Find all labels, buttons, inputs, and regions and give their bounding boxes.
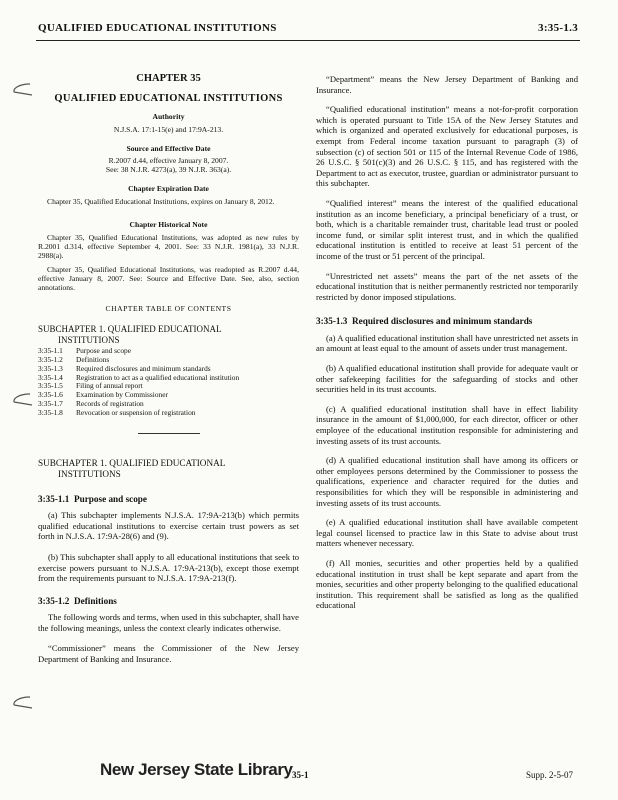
definition-commissioner: “Commissioner” means the Commissioner of the New Jersey Department of Banking and Insurance. [38, 643, 299, 665]
paragraph: The following words and terms, when used in this subchapter, shall have the following meanings, unless the context clearly indicates otherwise. [38, 612, 299, 633]
toc-section-number: 3:35-1.8 [38, 407, 63, 417]
running-header [38, 22, 578, 38]
subchapter-heading [38, 458, 299, 480]
toc-section-number: 3:35-1.7 [38, 398, 63, 408]
subchapter-line-2: INSTITUTIONS [58, 468, 121, 479]
paragraph: (a) A qualified educational institution shall have unrestricted net assets in an amount at least equal to the amount of assets under trust management. [316, 332, 578, 354]
left-column [38, 74, 299, 675]
paragraph: (b) A qualified educational institution shall provide for adequate vault or other safekeeping facilities for the safeguarding of stocks and other securities held in its trust accounts. [316, 363, 578, 395]
paragraph: (e) A qualified educational institution shall have available competent legal counsel licensed to practice law in this State to advise about trust matters whenever necessary. [316, 517, 578, 549]
source-text-2: See: 38 N.J.R. 4273(a), 39 N.J.R. 363(a). [105, 165, 232, 175]
toc-title: CHAPTER TABLE OF CONTENTS [105, 303, 232, 313]
section-heading-1-1 [38, 494, 299, 505]
header-title: QUALIFIED EDUCATIONAL INSTITUTIONS [38, 22, 277, 34]
expiration-heading: Chapter Expiration Date [128, 184, 209, 194]
toc-section-title: Required disclosures and minimum standards [76, 363, 211, 373]
paragraph: (b) This subchapter shall apply to all educational institutions that seek to exercise powers pursuant to N.J.S.A. 17:9A-213(b), except those exempt from the requirements pursuant to N.J.S.A. 17:9A-213(f). [38, 551, 299, 584]
historical-text-2: Chapter 35, Qualified Educational Institutions, was readopted as R.2007 d.44, effective January 8, 2007. See: Source and Effective Date. See, also, section annotations. [38, 264, 299, 292]
toc-section-title: Examination by Commissioner [76, 390, 168, 400]
toc-section-number: 3:35-1.3 [38, 363, 63, 373]
paragraph: (d) A qualified educational institution shall have among its officers or other employees persons determined by the Commissioner to possess the qualifications, experience and character required for the duties and responsibilities for which they will be responsible in administering and investing assets of its trust accounts. [316, 455, 578, 508]
section-title: Purpose and scope [74, 493, 147, 504]
chapter-number: CHAPTER 35 [136, 73, 201, 84]
section-heading-1-2 [38, 596, 299, 607]
section-number: 3:35-1.2 [38, 595, 70, 606]
toc-section-title: Filing of annual report [76, 381, 143, 391]
toc-section-number: 3:35-1.1 [38, 346, 63, 356]
header-section-number: 3:35-1.3 [538, 22, 578, 34]
toc-row[interactable] [38, 347, 239, 356]
section-divider [138, 433, 200, 434]
toc-section-number: 3:35-1.6 [38, 390, 63, 400]
page-footer [0, 760, 618, 790]
toc-section-title: Purpose and scope [76, 346, 132, 356]
paragraph: (c) A qualified educational institution shall have in effect liability insurance in the amount of $1,000,000, for each director, officer or other employee of the educational institution responsible for administering and investing assets of its trust accounts. [316, 403, 578, 446]
definition-qualified-educational-institution: “Qualified educational institution” means a not-for-profit corporation which is operated pursuant to Title 15A of the New Jersey Statutes and which is organized and operated exclusively for educational purposes, is exempt from Federal income taxation pursuant to paragraph (3) of subsection (c) of section 501 or 115 of the Internal Revenue Code of 1986, 26 U.S.C. § 501(c)(3) and 26 U.S.C. § 115, and has registered with the Department to act as executor, trustee, guardian or administrator pursuant to this subchapter. [316, 104, 578, 189]
toc-section-title: Registration to act as a qualified educational institution [76, 372, 240, 382]
right-column [316, 74, 578, 620]
toc-subchapter-line-2: INSTITUTIONS [58, 334, 120, 345]
authority-heading: Authority [152, 112, 185, 122]
toc-section-number: 3:35-1.4 [38, 372, 63, 382]
historical-text-1: Chapter 35, Qualified Educational Institutions, was adopted as new rules by R.2001 d.314, effective September 4, 2001. See: 33 N.J.R. 1981(a), 33 N.J.R. 2988(a). [38, 232, 299, 260]
margin-mark [10, 392, 34, 408]
source-heading: Source and Effective Date [126, 143, 211, 153]
library-stamp: New Jersey State Library [100, 760, 293, 779]
toc-subchapter-heading [38, 324, 299, 345]
section-number: 3:35-1.3 [316, 316, 348, 327]
margin-mark [10, 82, 34, 98]
expiration-text: Chapter 35, Qualified Educational Institutions, expires on January 8, 2012. [47, 196, 275, 206]
toc-section-title: Revocation or suspension of registration [76, 407, 196, 417]
margin-mark [10, 695, 34, 711]
supplement-date: Supp. 2-5-07 [526, 770, 573, 780]
definition-unrestricted-net-assets: “Unrestricted net assets” means the part of the net assets of the educational institution that is neither permanently restricted nor temporarily restricted by donor imposed stipulations. [316, 270, 578, 302]
section-title: Definitions [74, 595, 117, 606]
page-number: 35-1 [292, 770, 309, 780]
header-rule [36, 40, 580, 41]
paragraph: (a) This subchapter implements N.J.S.A. 17:9A-213(b) which permits qualified educational institutions to exercise certain trust powers as set forth in N.J.S.A. 17:9A-28(6) and (9). [38, 510, 299, 542]
section-number: 3:35-1.1 [38, 493, 70, 504]
toc-row[interactable] [38, 409, 239, 418]
section-heading-1-3 [316, 316, 578, 327]
chapter-title: QUALIFIED EDUCATIONAL INSTITUTIONS [54, 92, 283, 104]
authority-text: N.J.S.A. 17:1-15(e) and 17:9A-213. [113, 124, 224, 134]
definition-department: “Department” means the New Jersey Department of Banking and Insurance. [316, 74, 578, 95]
subchapter-line-1: SUBCHAPTER 1. QUALIFIED EDUCATIONAL [38, 457, 226, 468]
toc-table [38, 347, 239, 417]
toc-section-number: 3:35-1.2 [38, 354, 63, 364]
historical-heading: Chapter Historical Note [129, 219, 208, 229]
paragraph: (f) All monies, securities and other properties held by a qualified educational institution in trust shall be kept separate and apart from the monies, securities and other property belonging to the qualified educational institution. This requirement shall be satisfied as long as the qualified educational [316, 557, 578, 611]
toc-section-number: 3:35-1.5 [38, 381, 63, 391]
source-text-1: R.2007 d.44, effective January 8, 2007. [108, 156, 229, 166]
toc-section-title: Definitions [76, 354, 110, 364]
definition-qualified-interest: “Qualified interest” means the interest of the qualified educational institution as an income beneficiary, a principal beneficiary of a trust, or both, which is a charitable remainder trust, charitable lead trust or pooled income fund, or similar split interest trust, and in which the qualified educational institution is entitled to receive at least 51 percent of the income of the trust or 51 percent of the principal. [316, 197, 578, 261]
toc-section-title: Records of registration [76, 398, 144, 408]
toc-subchapter-line-1: SUBCHAPTER 1. QUALIFIED EDUCATIONAL [38, 324, 222, 335]
section-title: Required disclosures and minimum standards [352, 316, 533, 327]
